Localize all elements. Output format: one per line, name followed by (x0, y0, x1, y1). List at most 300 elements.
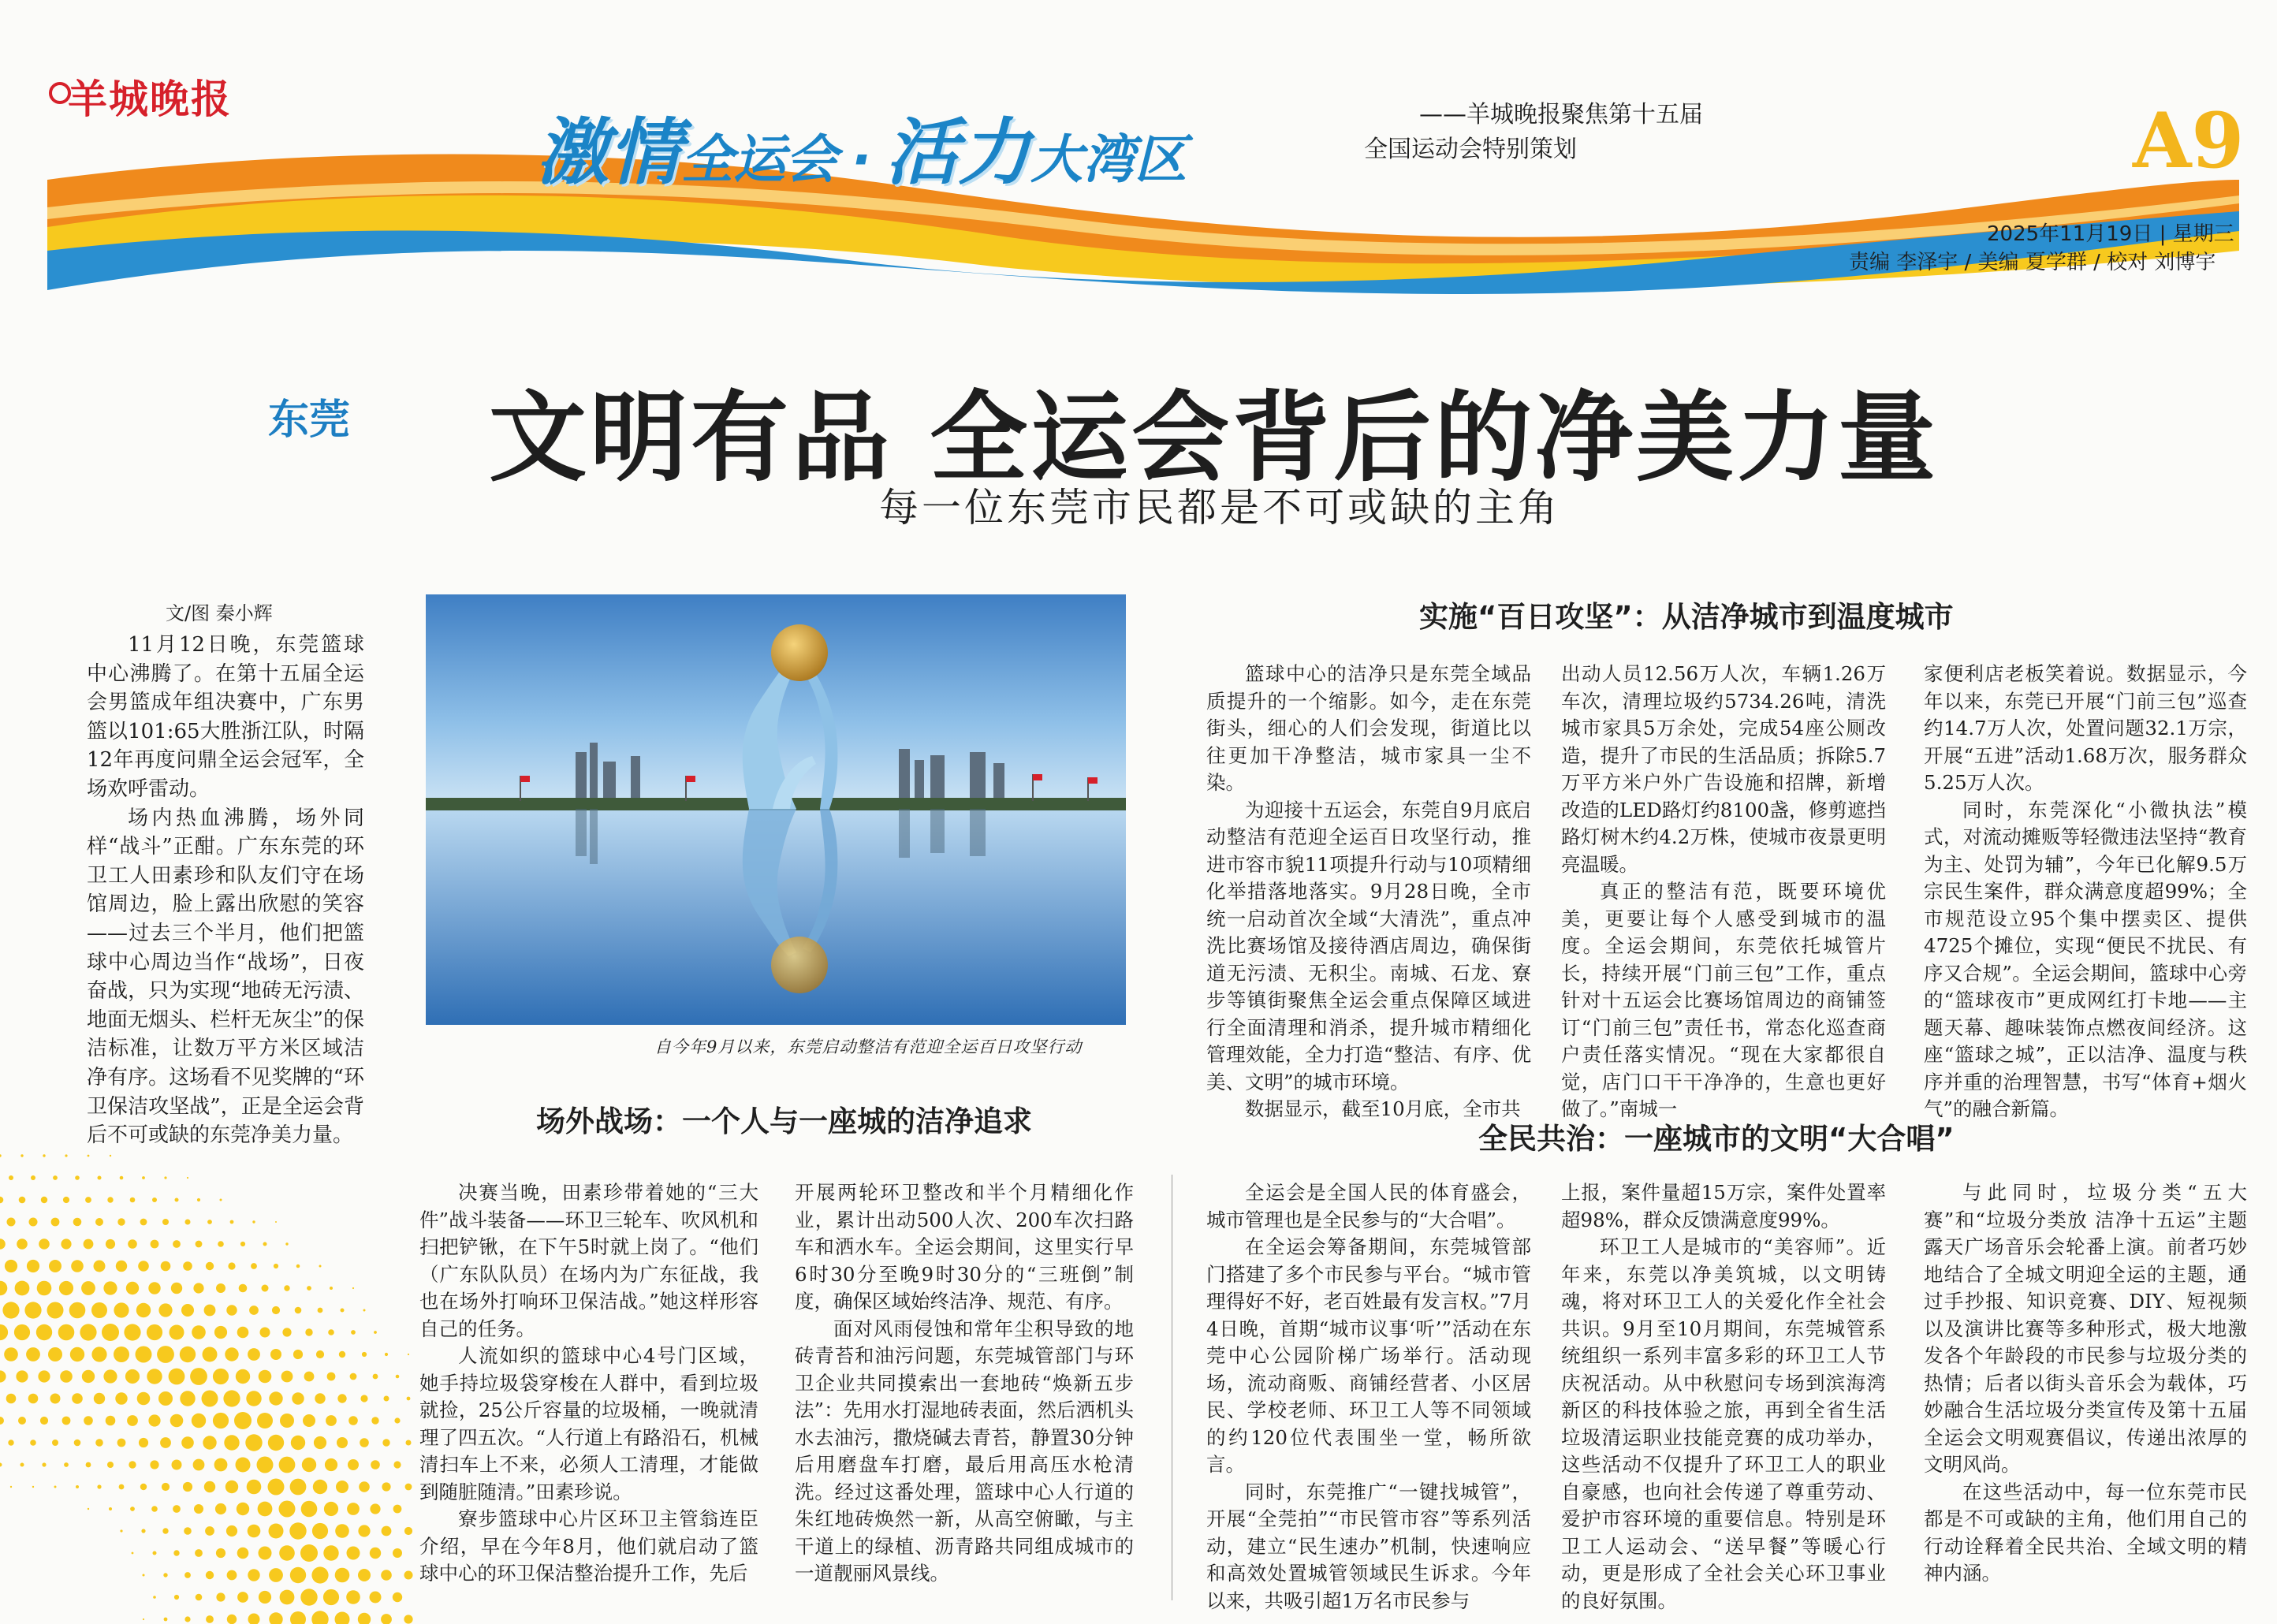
slogan-national-games: 全运会 (681, 129, 838, 190)
halftone-dot (293, 1350, 303, 1359)
halftone-dot (0, 1197, 3, 1204)
halftone-dot (259, 1547, 272, 1560)
halftone-dot (82, 1370, 95, 1383)
halftone-dot (95, 1439, 103, 1447)
section-heading-co-governance: 全民共治：一座城市的文明“大合唱” (1478, 1122, 1955, 1156)
halftone-dot (37, 1281, 52, 1296)
section3-column-1 (1206, 1179, 1531, 1615)
halftone-dot (205, 1526, 214, 1536)
halftone-dot (141, 1529, 145, 1533)
halftone-dot (260, 1328, 270, 1338)
halftone-dot (358, 1569, 371, 1581)
halftone-dot (98, 1176, 102, 1180)
halftone-dot (406, 1440, 412, 1446)
halftone-dot (190, 1368, 207, 1385)
paragraph: 上报，案件量超15万宗，案件处置率超98%，群众反馈满意度99%。 (1561, 1181, 1886, 1231)
halftone-dot (50, 1394, 61, 1404)
halftone-dot (384, 1396, 389, 1402)
halftone-dot (382, 1439, 389, 1446)
halftone-dot (140, 1219, 147, 1226)
halftone-dot (360, 1438, 369, 1447)
halftone-dot (125, 1369, 140, 1384)
halftone-dot (94, 1393, 105, 1404)
halftone-dot (307, 1286, 311, 1291)
halftone-dot (139, 1438, 148, 1447)
halftone-dot (363, 1309, 366, 1312)
halftone-dot (318, 1308, 323, 1313)
halftone-dot (236, 1458, 251, 1473)
halftone-dot (151, 1240, 159, 1249)
halftone-dot (69, 1302, 86, 1319)
halftone-dot (203, 1347, 218, 1362)
halftone-dot (213, 1413, 229, 1428)
halftone-dot (337, 1437, 348, 1448)
halftone-dot (279, 1457, 296, 1473)
paragraph: 在这些活动中，每一位东莞市民都是不可或缺的主角，他们用自己的行动诠释着全民共治、全域文明的精神内涵。 (1924, 1480, 2247, 1585)
halftone-dot (109, 1507, 112, 1510)
halftone-dot (194, 1504, 203, 1514)
halftone-dot (352, 1287, 354, 1289)
slogan-greater-bay-area: 大湾区 (1030, 129, 1187, 190)
halftone-dot (393, 1548, 402, 1558)
halftone-dot (80, 1324, 96, 1340)
halftone-dot (119, 1484, 125, 1490)
halftone-dot (279, 1501, 296, 1518)
halftone-dot (102, 1324, 119, 1341)
halftone-dot (257, 1413, 273, 1428)
halftone-dot (305, 1328, 312, 1335)
halftone-dot (228, 1262, 235, 1269)
halftone-dot (370, 1548, 381, 1559)
halftone-dot (106, 1416, 116, 1426)
halftone-dot (14, 1324, 30, 1340)
halftone-dot (373, 1374, 378, 1380)
article-deck: 每一位东莞市民都是不可或缺的主角 (879, 485, 1560, 531)
halftone-dot (202, 1391, 218, 1407)
halftone-dot (147, 1324, 162, 1340)
halftone-dot (183, 1261, 192, 1271)
halftone-dot (193, 1283, 203, 1293)
halftone-dot (323, 1589, 339, 1605)
halftone-dot (216, 1283, 225, 1293)
halftone-dot (295, 1307, 302, 1314)
halftone-dot (285, 1242, 288, 1245)
halftone-dot (28, 1394, 39, 1404)
decorative-halftone-dots (0, 1112, 442, 1624)
halftone-dot (272, 1306, 280, 1314)
halftone-dot (172, 1460, 182, 1470)
halftone-dot (393, 1461, 401, 1468)
newspaper-logo[interactable]: 羊城晚报 (68, 76, 232, 122)
halftone-dot (290, 1567, 306, 1583)
halftone-dot (143, 1574, 145, 1577)
halftone-dot (341, 1309, 345, 1313)
halftone-dot (347, 1547, 360, 1560)
halftone-dot (193, 1459, 205, 1471)
halftone-dot (396, 1375, 400, 1379)
halftone-dot (0, 1324, 8, 1340)
halftone-dot (304, 1372, 315, 1382)
halftone-dot (360, 1395, 367, 1402)
halftone-dot (161, 1261, 171, 1272)
halftone-dot (225, 1347, 238, 1361)
halftone-dot (316, 1350, 324, 1358)
halftone-dot (107, 1197, 113, 1202)
halftone-dot (204, 1481, 215, 1492)
halftone-dot (29, 1218, 38, 1227)
paragraph: 决赛当晚，田素珍带着她的“三大件”战斗装备——环卫三轮车、吹风机和扫把铲锹，在下午5时就上岗了。“他们（广东队队员）在场内为广东征战，我也在场外打响环卫保洁战。”她这样形容自己的任务。 (419, 1181, 758, 1340)
halftone-dot (245, 1434, 262, 1451)
halftone-dot (269, 1568, 283, 1582)
paragraph: 篮球中心的洁净只是东莞全域品质提升的一个缩影。如今，走在东莞街头，细心的人们会发现，街道比以往更加干净整洁，城市家具一尘不染。 (1206, 662, 1531, 794)
halftone-dot (290, 1479, 307, 1495)
halftone-dot (216, 1592, 225, 1601)
halftone-dot (148, 1282, 160, 1294)
halftone-dot (385, 1353, 388, 1356)
halftone-dot (196, 1241, 203, 1248)
halftone-dot (173, 1505, 181, 1513)
section3-column-2 (1561, 1179, 1886, 1615)
halftone-dot (336, 1481, 348, 1493)
halftone-dot (2, 1302, 19, 1318)
issue-date: 2025年11月19日 | 星期三 (1987, 222, 2234, 246)
halftone-dot (187, 1177, 188, 1179)
halftone-dot (107, 1462, 114, 1468)
halftone-dot (337, 1394, 346, 1402)
halftone-dot (215, 1503, 226, 1514)
halftone-dot (207, 1220, 212, 1224)
halftone-dot (330, 1287, 333, 1290)
halftone-dot (258, 1502, 273, 1517)
halftone-dot (300, 1589, 317, 1605)
halftone-dot (249, 1306, 259, 1315)
halftone-dot (0, 1154, 2, 1157)
halftone-dot (269, 1391, 282, 1405)
halftone-dot (181, 1436, 194, 1449)
halftone-dot (394, 1417, 400, 1423)
feature-subtitle-line1: ——羊城晚报聚焦第十五届 (1419, 101, 1703, 129)
halftone-dot (47, 1302, 64, 1319)
halftone-dot (289, 1522, 306, 1539)
halftone-dot (296, 1265, 300, 1268)
feature-subtitle-line2: 全国运动会特别策划 (1364, 136, 1577, 163)
paragraph: 为迎接十五运会，东莞自9月底启动整洁有范迎全运百日攻坚行动，推进市容市貌11项提升行动与10项精细化举措落地落实。9月28日晚，全市统一启动首次全域“大清洗”，重点冲洗比赛场馆及接待酒店周边，确保街道无污渍、无积尘。南城、石龙、寮步等镇街聚焦全运会重点保障区域进行全面清理和消杀，提升城市精细化管理效能，全力打造“整洁、有序、优美、文明”的城市环境。 (1206, 798, 1531, 1093)
halftone-dot (147, 1369, 162, 1384)
halftone-dot (192, 1325, 206, 1339)
halftone-dot (328, 1329, 334, 1335)
halftone-dot (163, 1573, 167, 1577)
halftone-dot (393, 1592, 402, 1602)
halftone-dot (323, 1545, 338, 1560)
section3-column-3 (1924, 1179, 2247, 1588)
page-number: A9 (2133, 96, 2245, 185)
halftone-dot (404, 1615, 412, 1623)
halftone-dot (350, 1373, 357, 1380)
halftone-dot (370, 1592, 382, 1604)
halftone-dot (226, 1305, 237, 1315)
halftone-dot (16, 1370, 28, 1382)
halftone-dot (184, 1572, 191, 1578)
halftone-dot (6, 1394, 17, 1404)
halftone-dot (213, 1369, 229, 1384)
halftone-dot (4, 1347, 18, 1361)
halftone-dot (195, 1549, 203, 1557)
halftone-dot (151, 1506, 158, 1512)
halftone-dot (61, 1238, 71, 1249)
halftone-dot (8, 1440, 13, 1445)
halftone-dot (103, 1369, 117, 1383)
halftone-dot (142, 1176, 145, 1179)
halftone-dot (32, 1486, 34, 1488)
halftone-dot (325, 1458, 337, 1471)
paragraph: 开展两轮环卫整改和半个月精细化作业，累计出动500人次、200车次扫路车和洒水车。全运会期间，这里实行早6时30分至晚9时30分的“三班倒”制度，确保区域始终洁净、规范、有序。 (795, 1181, 1134, 1313)
halftone-dot (237, 1327, 249, 1339)
halftone-dot (382, 1482, 390, 1491)
halftone-dot (41, 1197, 47, 1203)
byline: 文/图 秦小辉 (166, 602, 273, 624)
halftone-dot (281, 1371, 293, 1383)
editorial-staff: 责编 李泽宇 / 美编 夏学群 / 校对 刘博宇 (1849, 251, 2216, 274)
halftone-dot (224, 1435, 239, 1450)
halftone-dot (117, 1218, 125, 1225)
halftone-dot (237, 1503, 249, 1515)
halftone-dot (371, 1460, 380, 1469)
halftone-dot (174, 1595, 179, 1600)
halftone-dot (393, 1505, 402, 1514)
halftone-dot (0, 1238, 6, 1250)
halftone-dot (326, 1415, 337, 1426)
halftone-dot (137, 1392, 151, 1406)
halftone-dot (257, 1457, 274, 1473)
halftone-dot (0, 1463, 2, 1467)
halftone-dot (348, 1416, 358, 1425)
halftone-dot (197, 1198, 200, 1201)
halftone-dot (247, 1480, 262, 1495)
halftone-dot (158, 1391, 173, 1406)
halftone-dot (263, 1242, 267, 1246)
halftone-dot (65, 1154, 67, 1157)
halftone-dot (97, 1484, 101, 1488)
paragraph: 环卫工人是城市的“美容师”。近年来，东莞以净美筑城，以文明铸魂，将对环卫工人的关爱化作全社会共识。9月至10月期间，东莞城管系统组织一系列丰富多彩的环卫工人节庆祝活动。从中秋慰问专场到滨海湾新区的科技体验之旅，再到全省生活垃圾清运职业技能竞赛的成功举办，这些活动不仅提升了环卫工人的职业自豪感，也向社会传递了尊重劳动、爱护市容环境的重要信息。特别是环卫工人运动会、“送早餐”等暖心行动，更是形成了全社会关心环卫事业的良好氛围。 (1561, 1235, 1886, 1612)
halftone-dot (282, 1328, 291, 1336)
halftone-dot (248, 1348, 260, 1361)
halftone-dot (95, 1218, 103, 1226)
halftone-dot (371, 1417, 378, 1424)
halftone-dot (76, 1485, 79, 1488)
halftone-dot (314, 1436, 326, 1449)
halftone-dot (274, 1264, 278, 1268)
halftone-dot (17, 1238, 28, 1250)
halftone-dot (239, 1284, 248, 1293)
halftone-dot (91, 1302, 107, 1318)
halftone-dot (88, 1155, 90, 1157)
halftone-dot (220, 1199, 222, 1201)
halftone-dot (114, 1347, 129, 1362)
halftone-dot (88, 1508, 89, 1510)
halftone-dot (53, 1175, 58, 1180)
halftone-dot (335, 1612, 350, 1624)
halftone-dot (346, 1590, 360, 1604)
halftone-dot (18, 1417, 26, 1425)
halftone-dot (148, 1414, 160, 1426)
halftone-dot (216, 1548, 225, 1558)
halftone-dot (85, 1197, 91, 1203)
halftone-dot (26, 1347, 40, 1361)
halftone-dot (270, 1349, 281, 1360)
lead-paragraph: 场内热血沸腾，场外同样“战斗”正酣。广东东莞的环卫工人田素珍和队友们守在场馆周边，脸上露出欣慰的笑容——过去三个半月，他们把篮球中心周边当作“战场”，日夜奋战，只为实现“地砖无污渍、地面无烟头、栏杆无灰尘”的保洁标准，让数万平方米区域洁净有序。这场看不见奖牌的“环卫保洁攻坚战”，正是全运会背后不可或缺的东莞净美力量。 (87, 806, 364, 1148)
halftone-dot (180, 1391, 195, 1406)
halftone-dot (203, 1436, 216, 1449)
halftone-dot (127, 1415, 138, 1426)
halftone-dot (62, 1417, 71, 1425)
halftone-dot (5, 1260, 17, 1272)
halftone-dot (335, 1524, 349, 1538)
halftone-dot (71, 1260, 84, 1272)
section1-column-1 (1206, 661, 1531, 1123)
halftone-dot (15, 1281, 30, 1296)
halftone-dot (103, 1281, 117, 1294)
halftone-dot (324, 1502, 338, 1516)
halftone-dot (160, 1437, 171, 1448)
paragraph: 寮步篮球中心片区环卫主管翁连臣介绍，早在今年8月，他们就启动了篮球中心的环卫保洁整治提升工作，先后 (419, 1507, 758, 1585)
halftone-dot (130, 1198, 136, 1203)
section1-column-3 (1924, 661, 2247, 1123)
section-heading-sanitation: 场外战场：一个人与一座城的洁净追求 (536, 1104, 1032, 1138)
halftone-dot (84, 1239, 94, 1250)
halftone-dot (126, 1282, 139, 1294)
halftone-dot (73, 1218, 82, 1227)
halftone-dot (74, 1440, 81, 1447)
halftone-dot (268, 1479, 285, 1495)
paragraph: 面对风雨侵蚀和常年尘积导致的地砖青苔和油污问题，东莞城管部门与环卫企业共同摸索出一套地砖“焕新五步法”：先用水打湿地砖表面，然后洒机头水去油污，撒烧碱去青苔，静置30分钟后用磨盘车打磨，最后用高压水枪清洗。经过这番处理，篮球中心人行道的朱红地砖焕然一新，从高空俯瞰，与主干道上的绿植、沥青路共同组成城市的一道靓丽风景线。 (795, 1317, 1134, 1585)
region-tag: 东莞 (268, 397, 351, 444)
paragraph: 同时，东莞推广“一键找城管”，开展“全莞拍”“市民管市容”等系列活动，建立“民生速办”机制，快速响应和高效处置城管领域民生诉求。今年以来，共吸引超1万名市民参与 (1206, 1480, 1531, 1612)
halftone-dot (237, 1548, 249, 1559)
halftone-dot (169, 1369, 185, 1385)
halftone-dot (173, 1550, 179, 1555)
halftone-dot (248, 1614, 260, 1624)
halftone-dot (302, 1458, 316, 1472)
halftone-dot (157, 1346, 174, 1363)
paragraph: 全运会是全国人民的体育盛会，城市管理也是全民参与的“大合唱”。 (1206, 1181, 1531, 1231)
halftone-dot (184, 1616, 190, 1622)
section2-column-1 (419, 1179, 758, 1588)
halftone-dot (280, 1414, 294, 1428)
halftone-dot (374, 1331, 377, 1334)
halftone-dot (38, 1370, 50, 1382)
halftone-dot (31, 1175, 35, 1180)
halftone-dot (86, 1462, 91, 1468)
halftone-dot (327, 1373, 336, 1381)
halftone-dot (36, 1324, 52, 1340)
halftone-dot (351, 1330, 356, 1335)
halftone-dot (259, 1591, 271, 1604)
paragraph: 在全运会筹备期间，东莞城管部门搭建了多个市民参与平台。“城市管理得好不好，老百姓最有发言权。”7月4日晚，首期“城市议事‘听’”活动在东莞中心公园阶梯广场举行。活动现场，流动商贩、商铺经营者、小区居民、学校老师、环卫工人等不同领域的约120位代表围坐一堂，畅所欲言。 (1206, 1235, 1531, 1476)
halftone-dot (300, 1544, 318, 1562)
section2-column-2 (795, 1179, 1134, 1588)
halftone-dot (124, 1324, 140, 1340)
halftone-dot (204, 1305, 216, 1317)
halftone-dot (348, 1459, 359, 1470)
halftone-dot (49, 1260, 61, 1272)
halftone-dot (110, 1155, 111, 1157)
lead-paragraph: 11月12日晚，东莞篮球中心沸腾了。在第十五届全运会男篮成年组决赛中，广东男篮以101:65大胜浙江队，时隔12年再度问鼎全运会冠军，全场欢呼雷动。 (87, 633, 364, 801)
halftone-dot (246, 1391, 261, 1406)
halftone-dot (192, 1414, 206, 1428)
halftone-dot (381, 1570, 392, 1581)
halftone-dot (128, 1239, 137, 1249)
halftone-dot (339, 1351, 345, 1358)
halftone-dot (407, 1397, 411, 1401)
halftone-dot (84, 1416, 93, 1425)
halftone-dot (252, 1220, 255, 1223)
lead-column (87, 631, 364, 1150)
halftone-dot (114, 1302, 129, 1317)
halftone-dot (196, 1594, 203, 1601)
halftone-dot (140, 1484, 147, 1490)
halftone-dot (175, 1198, 179, 1202)
halftone-dot (358, 1613, 371, 1624)
halftone-dot (230, 1220, 234, 1224)
halftone-dot (81, 1281, 95, 1295)
halftone-dot (59, 1281, 73, 1295)
halftone-dot (227, 1615, 237, 1624)
halftone-dot (214, 1326, 227, 1339)
halftone-dot (206, 1262, 214, 1270)
halftone-dot (143, 1618, 144, 1620)
halftone-dot (20, 1154, 23, 1157)
halftone-dot (152, 1198, 157, 1202)
halftone-dot (162, 1219, 169, 1225)
halftone-dot (171, 1283, 182, 1294)
halftone-dot (120, 1529, 122, 1532)
halftone-dot (40, 1417, 48, 1425)
halftone-dot (280, 1590, 295, 1605)
paragraph: 家便利店老板笑着说。数据显示，今年以来，东莞已开展“门前三包”巡查约14.7万人次，处置问题32.1万宗，开展“五进”活动1.68万次，服务群众5.25万人次。 (1924, 662, 2247, 794)
halftone-dot (180, 1347, 196, 1362)
halftone-dot (60, 1370, 73, 1383)
halftone-dot (240, 1242, 245, 1246)
halftone-dot (218, 1241, 224, 1247)
halftone-dot (284, 1285, 289, 1291)
halftone-dot (51, 1218, 60, 1227)
halftone-dot (206, 1571, 214, 1579)
halftone-dot (319, 1265, 322, 1268)
section-heading-campaign: 实施“百日攻坚”：从洁净城市到温度城市 (1419, 600, 1954, 634)
paragraph: 人流如织的篮球中心4号门区域，她手持垃圾袋穿梭在人群中，看到垃圾就捡，25公斤容量的垃圾桶，一晚就清理了四五次。“人行道上有路沿石，机械清扫车上不来，必须人工清理，才能做到随脏随清。”田素珍说。 (419, 1344, 758, 1503)
halftone-dot (206, 1615, 214, 1623)
halftone-dot (237, 1592, 248, 1603)
halftone-dot (43, 1154, 45, 1157)
halftone-dot (117, 1439, 126, 1447)
halftone-dot (138, 1261, 149, 1272)
halftone-dot (248, 1525, 261, 1538)
halftone-dot (290, 1611, 306, 1624)
basketball-sculpture-photo[interactable] (426, 594, 1126, 1025)
halftone-dot (262, 1285, 269, 1292)
halftone-dot (75, 1175, 80, 1180)
halftone-dot (42, 1462, 46, 1466)
halftone-dot (381, 1614, 392, 1624)
paragraph: 出动人员12.56万人次，车辆1.26万车次，清理垃圾约5734.26吨，清洗城市家具5万余处，完成54座公厕改造，提升了市民的生活品质；拆除5.7万平方米户外广告设施和招牌，新增改造的LED路灯约8100盏，修剪遮挡路灯树木约4.2万株，使城市夜景更明亮温暖。 (1561, 662, 1886, 876)
halftone-dot (136, 1303, 151, 1317)
slogan-passion: 激情 (536, 110, 682, 195)
halftone-dot (313, 1480, 327, 1494)
halftone-dot (173, 1240, 181, 1248)
halftone-dot (223, 1390, 240, 1406)
halftone-dot (9, 1175, 13, 1180)
halftone-dot (153, 1596, 156, 1599)
